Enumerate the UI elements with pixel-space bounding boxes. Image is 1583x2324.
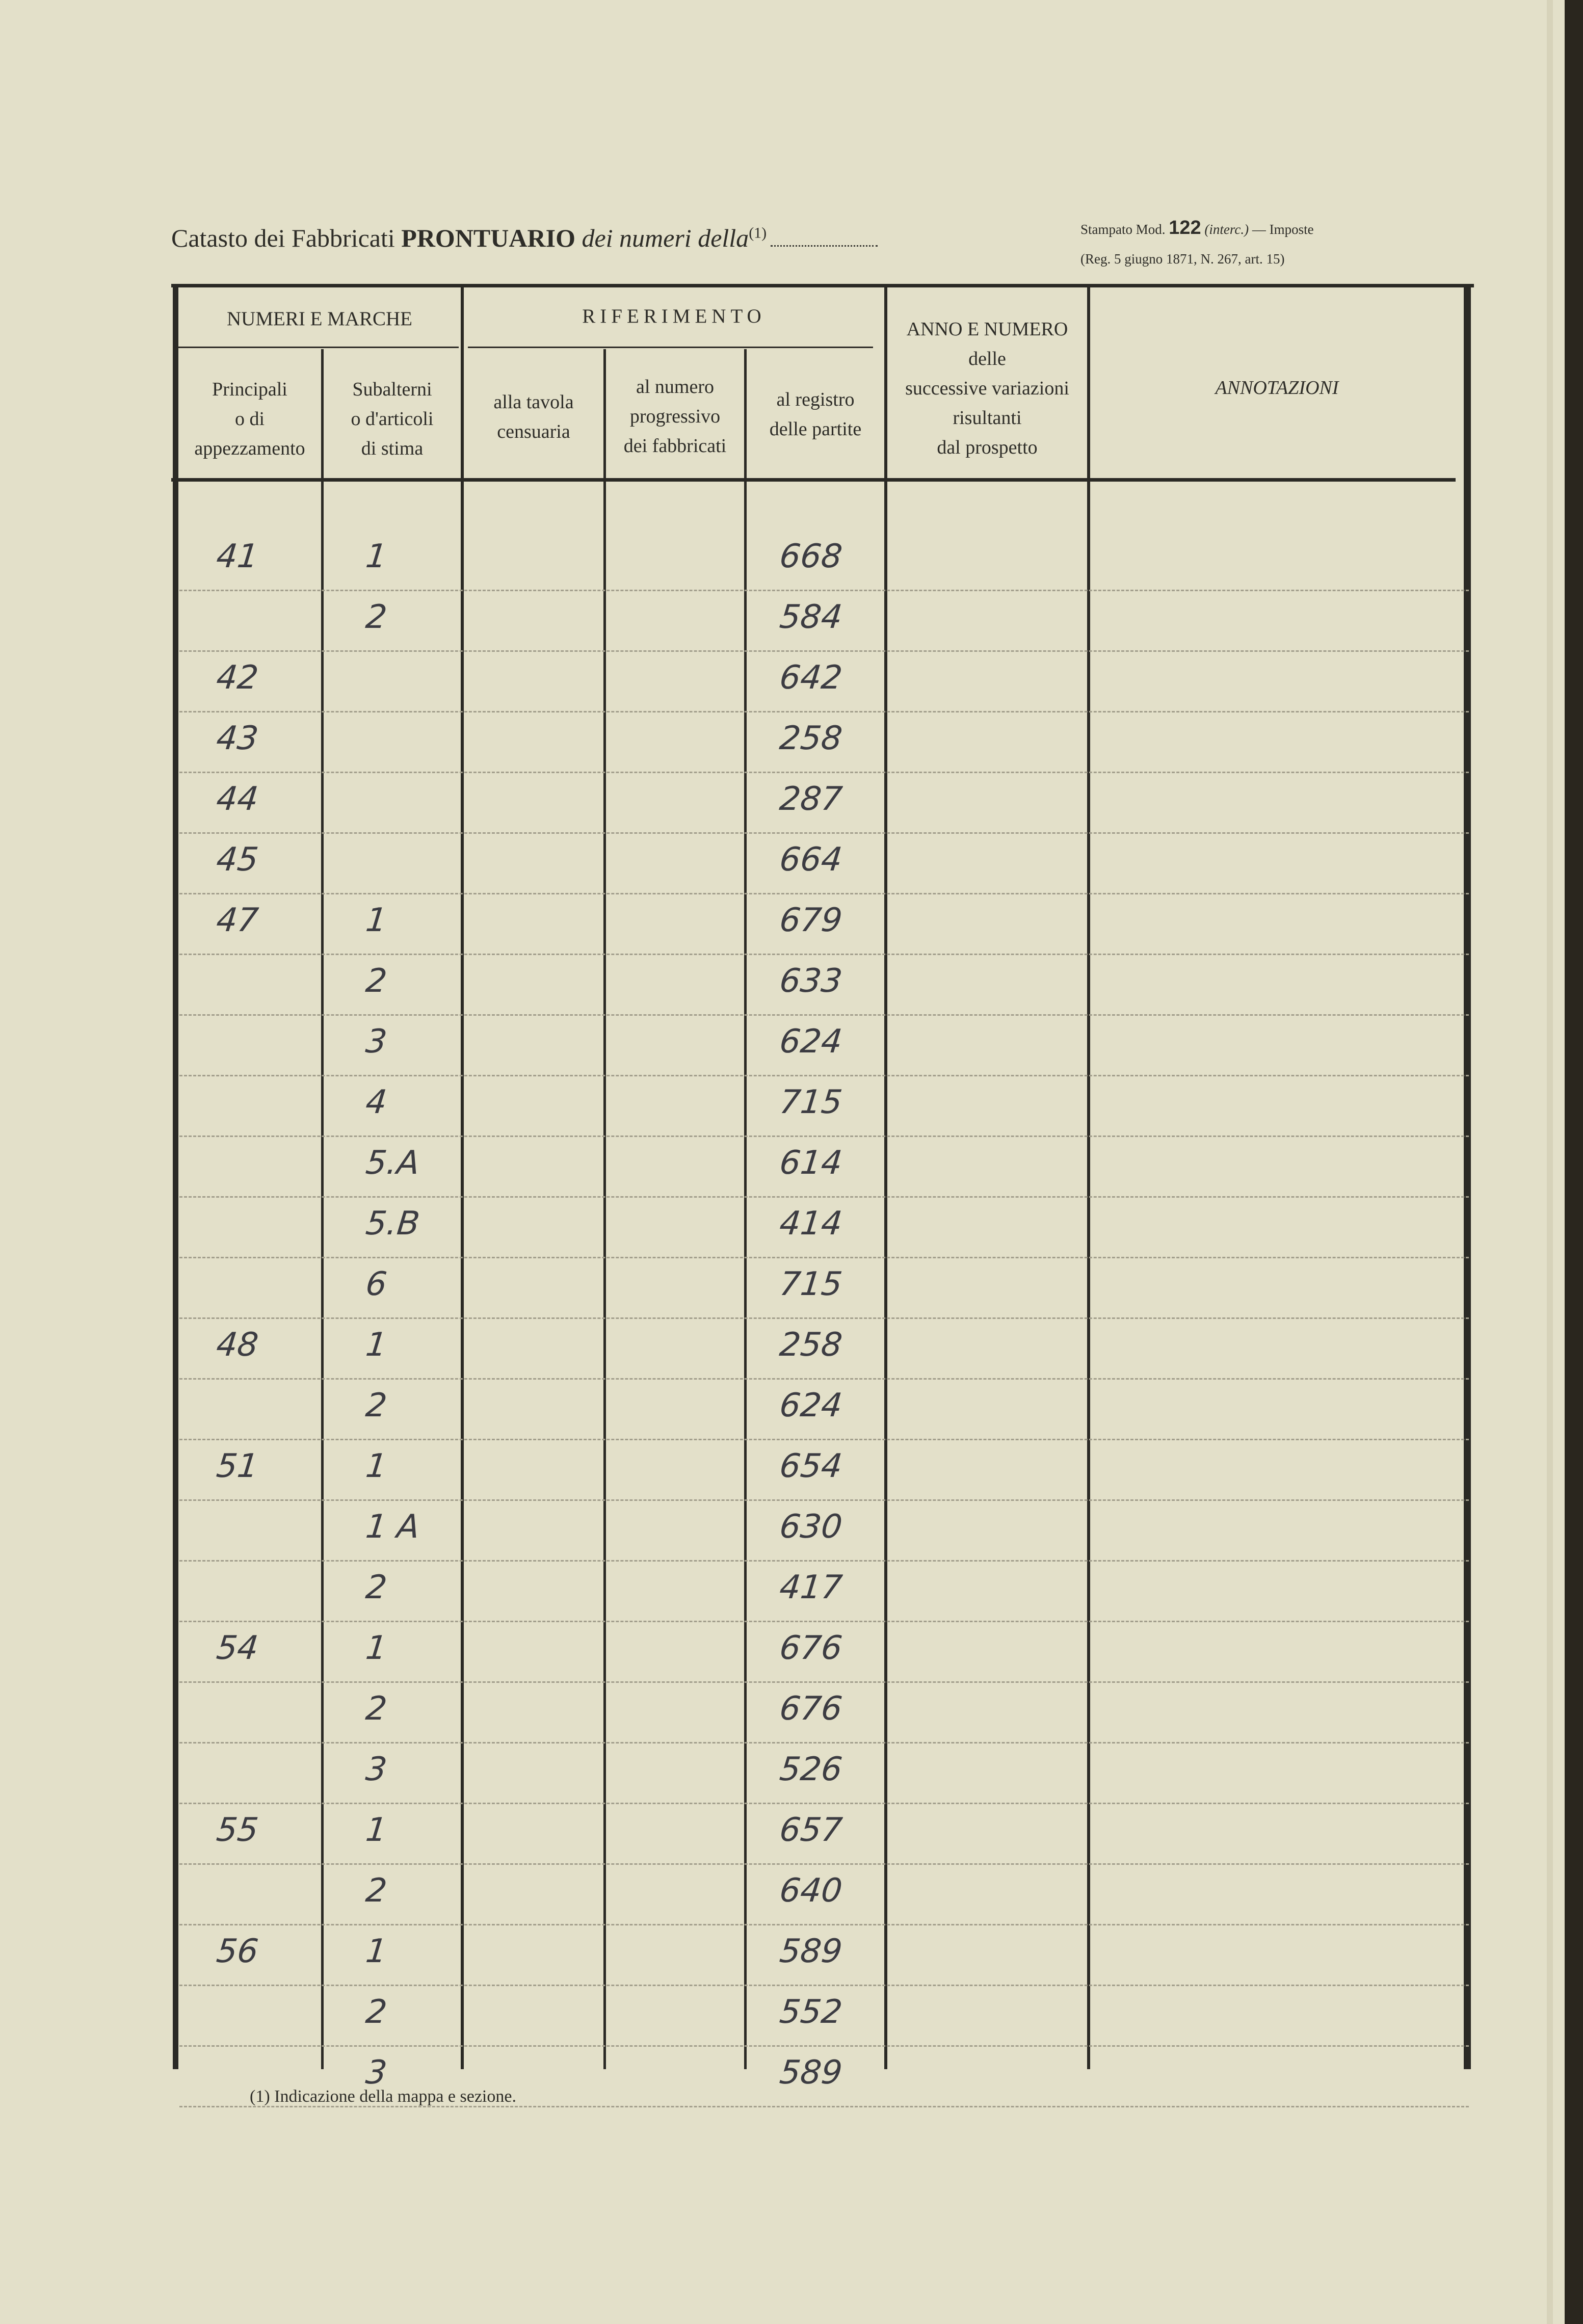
row-rule (179, 1499, 1469, 1501)
col-divider-3 (603, 349, 606, 2069)
cell-subalterno: 1 (364, 902, 389, 939)
row-rule (179, 1863, 1469, 1865)
group-numbers-header: NUMERI E MARCHE (226, 308, 412, 330)
row-rule (179, 1985, 1469, 1986)
cell-partita: 414 (778, 1205, 845, 1243)
table-left-border (173, 285, 178, 2069)
table-top-border (171, 284, 1474, 287)
cell-partita: 584 (778, 598, 845, 636)
cell-partita: 633 (778, 962, 845, 1000)
cell-subalterno: 1 (364, 1326, 389, 1364)
cell-partita: 287 (778, 780, 845, 818)
cell-partita: 664 (778, 841, 845, 879)
cell-partita: 668 (778, 538, 845, 575)
cell-principale: 42 (215, 659, 260, 697)
row-rule (179, 1742, 1469, 1744)
cell-subalterno: 1 A (364, 1508, 421, 1546)
cell-principale: 43 (215, 720, 260, 757)
page-fold (1547, 0, 1553, 2324)
cell-partita: 624 (778, 1023, 845, 1061)
cell-subalterno: 3 (364, 1023, 389, 1061)
cell-principale: 44 (215, 780, 260, 818)
row-rule (179, 1014, 1469, 1016)
group-reference-header: RIFERIMENTO (582, 305, 766, 327)
row-rule (179, 1803, 1469, 1804)
row-rule (179, 1681, 1469, 1683)
cell-subalterno: 4 (364, 1084, 389, 1121)
cell-subalterno: 1 (364, 1811, 389, 1849)
regulation-reference: (Reg. 5 giugno 1871, N. 267, art. 15) (1080, 251, 1285, 267)
row-rule (179, 1317, 1469, 1319)
row-rule (179, 832, 1469, 834)
title-italic: dei numeri della (582, 224, 749, 252)
cell-partita: 715 (778, 1084, 845, 1121)
header-bottom-border (171, 478, 1456, 482)
cell-subalterno: 2 (364, 1569, 389, 1606)
table-right-border (1464, 285, 1471, 2069)
cell-partita: 624 (778, 1387, 845, 1424)
model-line (1080, 213, 1314, 244)
cell-partita: 676 (778, 1690, 845, 1728)
row-rule (179, 1439, 1469, 1440)
cell-partita: 630 (778, 1508, 845, 1546)
cell-subalterno: 1 (364, 538, 389, 575)
col-principali-header: Principali o di appezzamento (194, 379, 305, 459)
cell-principale: 45 (215, 841, 260, 879)
row-rule (179, 893, 1469, 894)
model-reference (1080, 213, 1314, 274)
cell-subalterno: 1 (364, 1447, 389, 1485)
row-rule (179, 1075, 1469, 1076)
group-divider-left (178, 347, 459, 348)
cell-partita: 642 (778, 659, 845, 697)
cell-partita: 657 (778, 1811, 845, 1849)
cell-principale: 41 (215, 538, 260, 575)
cell-partita: 258 (778, 720, 845, 757)
cell-partita: 676 (778, 1629, 845, 1667)
col-registro-header: al registro delle partite (769, 389, 862, 440)
row-rule (179, 1560, 1469, 1562)
cell-principale: 55 (215, 1811, 260, 1849)
cell-principale: 48 (215, 1326, 260, 1364)
cell-partita: 552 (778, 1993, 845, 2031)
title-fill-line (771, 245, 878, 247)
printed-office: — Imposte (1252, 222, 1314, 237)
col-subalterni-header: Subalterni o d'articoli di stima (351, 379, 434, 459)
col-variazioni-header: ANNO E NUMERO delle successive variazioni risultanti dal prospetto (905, 319, 1069, 458)
row-rule (179, 1378, 1469, 1380)
cell-partita: 679 (778, 902, 845, 939)
cell-principale: 51 (215, 1447, 260, 1485)
col-divider-4 (744, 349, 747, 2069)
cell-subalterno: 5.A (364, 1144, 421, 1182)
cell-subalterno: 2 (364, 598, 389, 636)
title-note: (1) (749, 224, 767, 242)
model-number: 122 (1169, 217, 1201, 239)
row-rule (179, 1924, 1469, 1925)
scan-border (1565, 0, 1583, 2324)
cell-subalterno: 1 (364, 1629, 389, 1667)
cell-partita: 589 (778, 2054, 845, 2092)
row-rule (179, 1135, 1469, 1137)
row-rule (179, 772, 1469, 773)
page-title (171, 223, 878, 253)
row-rule (179, 650, 1469, 652)
col-annotazioni-header: ANNOTAZIONI (1215, 377, 1339, 399)
cell-partita: 417 (778, 1569, 845, 1606)
cell-partita: 614 (778, 1144, 845, 1182)
col-divider-6 (1087, 285, 1090, 2069)
cell-partita: 654 (778, 1447, 845, 1485)
cell-partita: 526 (778, 1751, 845, 1788)
cell-subalterno: 3 (364, 1751, 389, 1788)
cell-subalterno: 1 (364, 1933, 389, 1970)
cell-principale: 47 (215, 902, 260, 939)
title-main: PRONTUARIO (401, 224, 575, 252)
cell-partita: 589 (778, 1933, 845, 1970)
col-progressivo-header: al numero progressivo dei fabbricati (623, 376, 727, 457)
cell-subalterno: 2 (364, 1387, 389, 1424)
cell-subalterno: 6 (364, 1265, 389, 1303)
cell-subalterno: 3 (364, 2054, 389, 2092)
cell-subalterno: 2 (364, 962, 389, 1000)
cell-partita: 640 (778, 1872, 845, 1910)
col-tavola-header: alla tavola censuaria (493, 391, 574, 442)
row-rule (179, 2045, 1469, 2047)
row-rule (179, 1621, 1469, 1622)
group-divider-right (468, 347, 873, 348)
row-rule (179, 1257, 1469, 1258)
cell-partita: 715 (778, 1265, 845, 1303)
title-lead: Catasto dei Fabbricati (171, 224, 395, 252)
row-rule (179, 954, 1469, 955)
cell-subalterno: 2 (364, 1690, 389, 1728)
printed-prefix: Stampato Mod. (1080, 222, 1166, 237)
cell-principale: 56 (215, 1933, 260, 1970)
col-divider-2 (461, 285, 464, 2069)
row-rule (179, 1196, 1469, 1198)
cell-principale: 54 (215, 1629, 260, 1667)
model-suffix: (interc.) (1204, 222, 1249, 237)
cell-subalterno: 5.B (364, 1205, 421, 1243)
cell-subalterno: 2 (364, 1993, 389, 2031)
col-divider-5 (884, 285, 887, 2069)
row-rule (179, 590, 1469, 591)
row-rule (179, 711, 1469, 712)
cell-subalterno: 2 (364, 1872, 389, 1910)
cell-partita: 258 (778, 1326, 845, 1364)
col-divider-1 (321, 349, 324, 2069)
footnote: (1) Indicazione della mappa e sezione. (250, 2087, 516, 2106)
